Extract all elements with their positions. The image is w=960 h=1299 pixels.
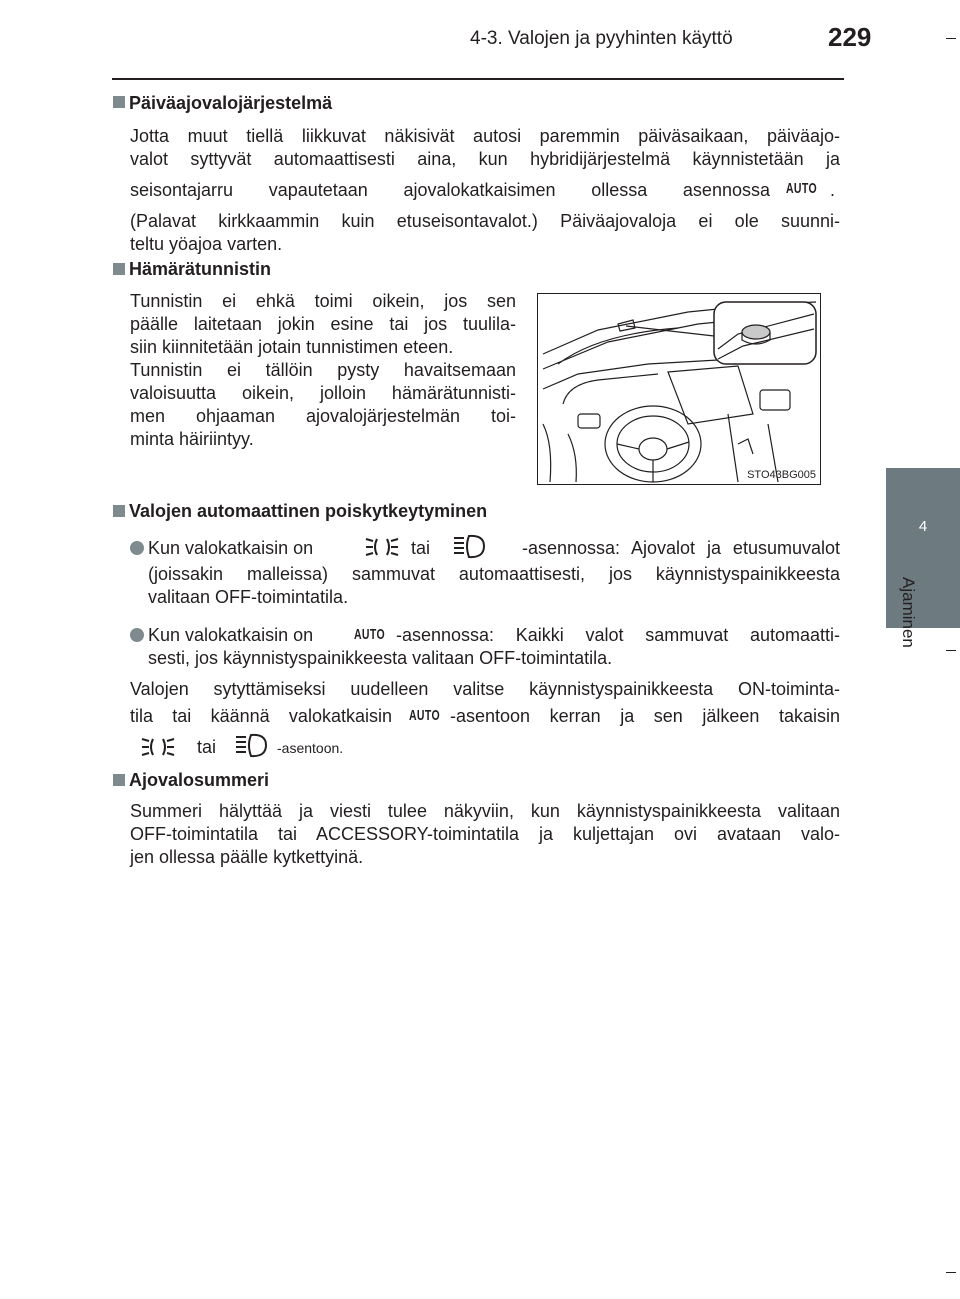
crop-mark [946,650,956,651]
bullet1-part-a: Kun valokatkaisin on [148,538,314,558]
headlight-icon [234,733,268,759]
figure-code: STO43BG005 [747,469,816,481]
bullet2-part-b: -asennossa: Kaikki valot sammuvat automaatti- [396,625,840,645]
daytime-line-2: valot syttyvät automaattisesti aina, kun hybridijärjestelmä käynnistetään ja [130,149,840,169]
daytime-line-4: (Palavat kirkkaammin kuin etuseisontavalot.) Päiväajovaloja ei ole suunni- [130,211,840,231]
crop-mark [946,38,956,39]
bullet2-line-2: sesti, jos käynnistyspainikkeesta valitaan OFF-toimintatila. [148,648,613,668]
auto-symbol: AUTO [354,626,385,643]
section-square-icon [113,505,125,517]
bullet2-part-a: Kun valokatkaisin on [148,625,314,645]
buzzer-line-3: jen ollessa päälle kytkettyinä. [130,847,364,867]
daytime-line-5: teltu yöajoa varten. [130,234,283,254]
bullet1-line-3: valitaan OFF-toimintatila. [148,587,349,607]
heading-buzzer: Ajovalosummeri [129,770,270,790]
heading-auto-off: Valojen automaattinen poiskytkeytyminen [129,501,488,521]
crop-mark [946,1272,956,1273]
header-rule [112,78,844,80]
sensor-line-7: minta häiriintyy. [130,429,254,449]
sensor-line-5: valoisuutta oikein, jolloin hämärätunnisti- [130,383,516,403]
bullet1-part-c: -asennossa: Ajovalot ja etusumuvalot [522,538,840,558]
sensor-line-2: päälle laitetaan jokin esine tai jos tuulila- [130,314,516,334]
chapter-label: Ajaminen [899,577,918,648]
headlight-icon [452,534,486,560]
page-number: 229 [828,22,872,52]
heading-daytime: Päiväajovalojärjestelmä [129,93,333,113]
daytime-line-3: seisontajarru vapautetaan ajovalokatkaisimen ollessa asennossa [130,180,770,200]
bullet1-part-b: tai [411,538,431,558]
tail-light-icon [140,735,176,759]
sensor-line-1: Tunnistin ei ehkä toimi oikein, jos sen [130,291,516,311]
auto-symbol: AUTO [786,180,817,197]
chapter-number: 4 [918,518,928,535]
para-line-2-a: tila tai käännä valokatkaisin [130,706,392,726]
bullet-dot-icon [130,628,144,642]
section-square-icon [113,96,125,108]
bullet1-line-2: (joissakin malleissa) sammuvat automaattisesti, jos käynnistyspainikkeesta [148,564,840,584]
bullet-dot-icon [130,541,144,555]
heading-sensor: Hämärätunnistin [129,259,272,279]
dashboard-drawing [538,294,820,484]
para-line-2-b: -asentoon kerran ja sen jälkeen takaisin [450,706,840,726]
sensor-line-4: Tunnistin ei tällöin pysty havaitsemaan [130,360,516,380]
dashboard-illustration [537,293,821,485]
section-title: 4-3. Valojen ja pyyhinten käyttö [470,28,733,49]
daytime-line-3-end: . [830,180,836,200]
section-square-icon [113,263,125,275]
daytime-line-1: Jotta muut tiellä liikkuvat näkisivät autosi paremmin päiväsaikaan, päiväajo- [130,126,840,146]
buzzer-line-2: OFF-toimintatila tai ACCESSORY-toimintatila ja kuljettajan ovi avataan valo- [130,824,840,844]
buzzer-line-1: Summeri hälyttää ja viesti tulee näkyviin, kun käynnistyspainikkeesta valitaan [130,801,840,821]
section-square-icon [113,774,125,786]
auto-symbol: AUTO [409,707,440,724]
para-line-3-end: -asentoon. [277,740,344,756]
sensor-line-3: siin kiinnitetään jotain tunnistimen eteen. [130,337,454,357]
tail-light-icon [364,535,400,559]
sensor-line-6: men ohjaaman ajovalojärjestelmän toi- [130,406,516,426]
para-line-1: Valojen sytyttämiseksi uudelleen valitse käynnistyspainikkeesta ON-toiminta- [130,679,840,699]
para-line-3-tai: tai [197,737,217,757]
